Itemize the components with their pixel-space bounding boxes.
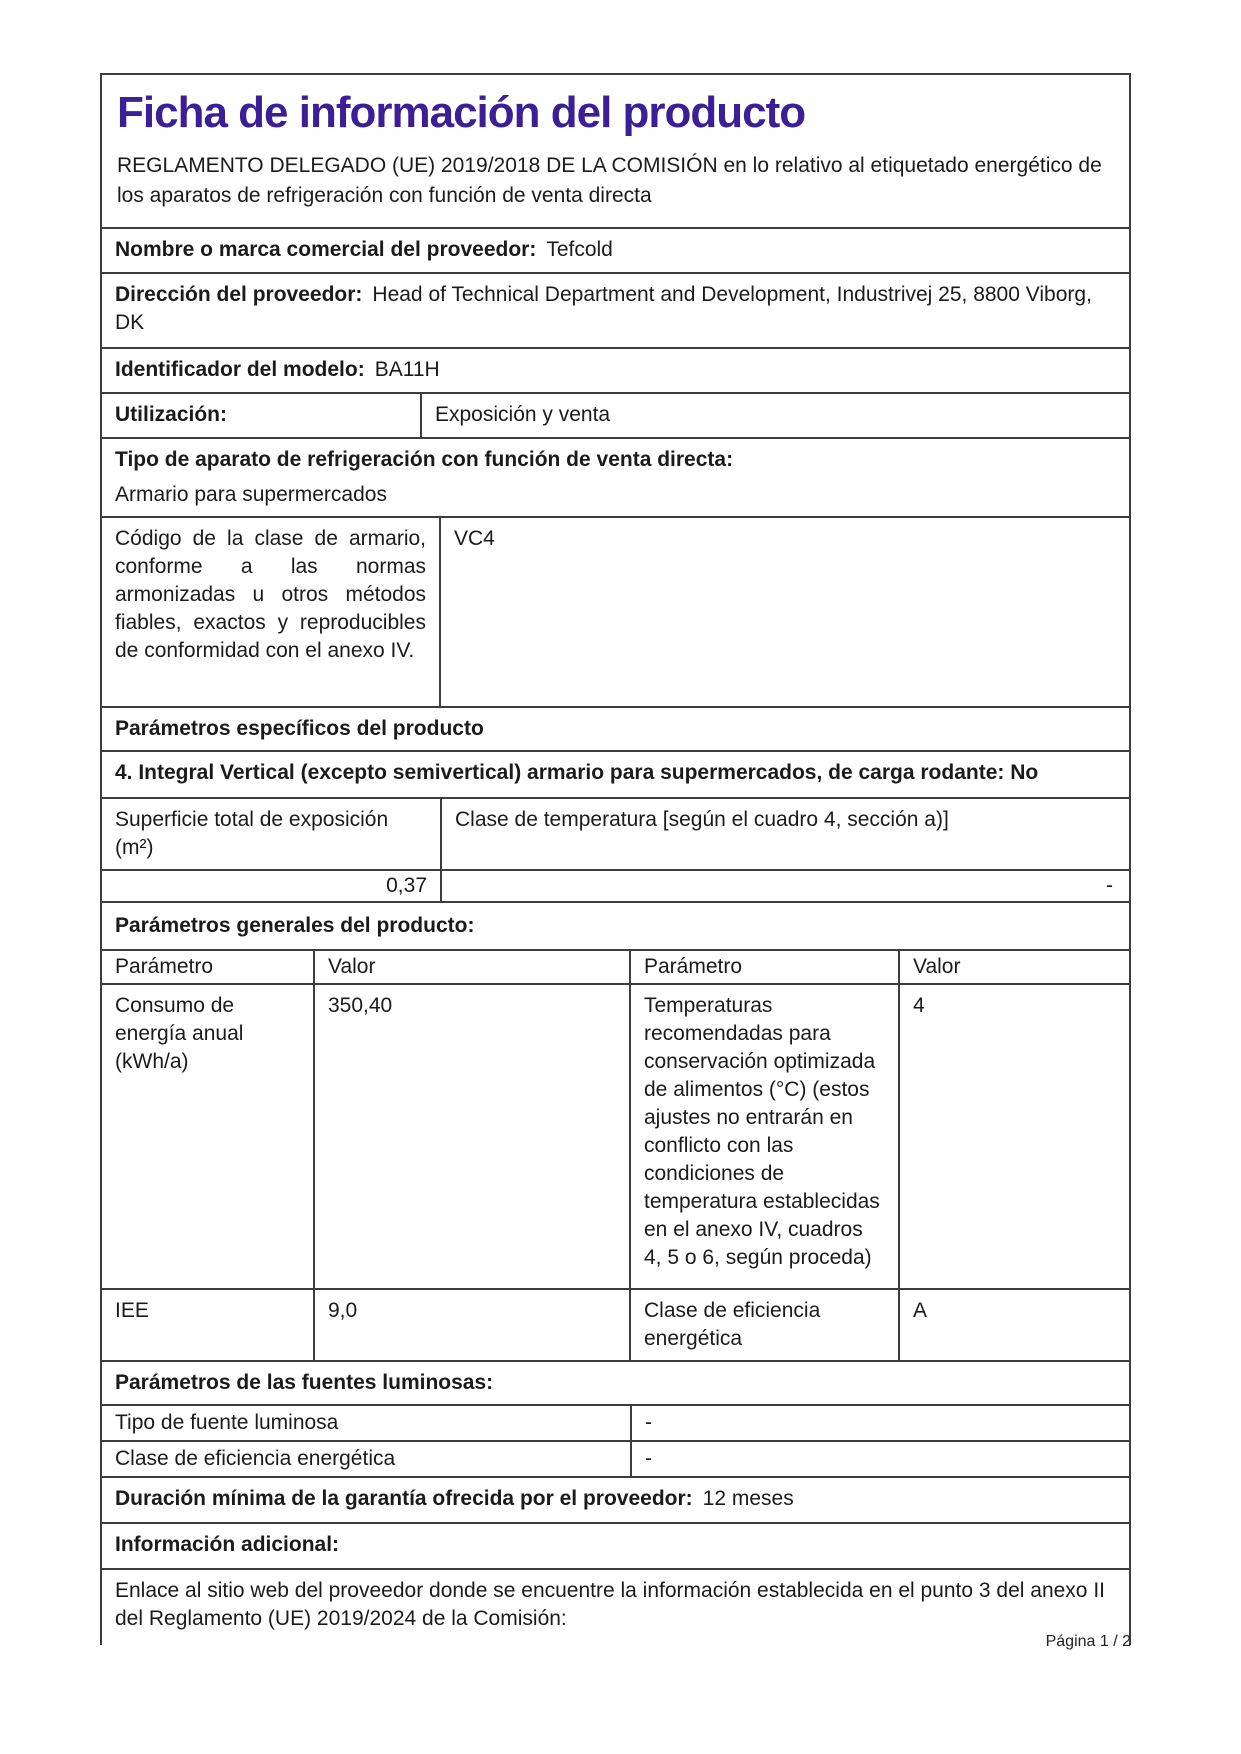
model-identifier-row [102,349,1129,394]
general-params-row-iee [102,1290,1129,1362]
col-header-value-1: Valor [313,951,629,983]
light-source-type-value: - [630,1406,1129,1440]
appliance-type-value: Armario para supermercados [115,483,387,506]
param-iee: IEE [115,1299,149,1322]
model-identifier-label: Identificador del modelo: [115,358,365,381]
col-header-param-1: Parámetro [115,955,214,978]
temperature-class-value: - [440,871,1129,901]
col-header-value-2: Valor [898,951,1129,983]
use-value: Exposición y venta [420,394,1129,437]
supplier-name-row [102,229,1129,274]
warranty-row [102,1478,1129,1524]
supplier-address-label: Dirección del proveedor: [115,283,363,306]
light-source-class-row [102,1442,1129,1478]
supplier-name-label: Nombre o marca comercial del proveedor: [115,238,537,261]
use-row [102,394,1129,439]
regulation-text: REGLAMENTO DELEGADO (UE) 2019/2018 DE LA COMISIÓN en lo relativo al etiquetado energético de los aparatos de refrigeración con función de venta directa [117,154,1102,207]
value-energy-consumption: 350,40 [313,985,629,1288]
document-title: Ficha de información del producto [117,88,806,137]
product-info-sheet [100,73,1131,1645]
model-identifier-value: BA11H [374,358,440,381]
param-recommended-temperatures: Temperaturas recomendadas para conservación optimizada de alimentos (°C) (estos ajustes no entrarán en conflicto con las condiciones de temperatura establecidas en el anexo IV, cuadros 4, 5 o 6, según proceda) [629,985,898,1288]
specific-params-subsection-title: 4. Integral Vertical (excepto semivertical) armario para supermercados, de carga rodante: No [102,752,1129,799]
general-params-section-title: Parámetros generales del producto: [102,903,1129,951]
cabinet-class-label: Código de la clase de armario, conforme a las normas armonizadas u otros métodos fiables, exactos y reproducibles de conformidad con el anexo IV. [115,527,426,662]
col-header-param-2: Parámetro [629,951,898,983]
warranty-label: Duración mínima de la garantía ofrecida por el proveedor: [115,1487,693,1510]
value-iee: 9,0 [313,1290,629,1360]
cabinet-class-value: VC4 [439,518,1129,706]
cabinet-class-row [102,518,1129,708]
supplier-address-value: Head of Technical Department and Development, Industrivej 25, 8800 Viborg, DK [115,283,1092,334]
temperature-class-label: Clase de temperatura [según el cuadro 4, sección a)] [440,799,1129,869]
surface-label: Superficie total de exposición (m²) [115,808,389,859]
additional-info-section-title: Información adicional: [102,1524,1129,1570]
appliance-type-row [102,439,1129,518]
light-source-type-label: Tipo de fuente luminosa [115,1411,339,1434]
light-sources-section-title: Parámetros de las fuentes luminosas: [102,1362,1129,1406]
param-energy-consumption: Consumo de energía anual (kWh/a) [115,994,244,1073]
value-recommended-temperatures: 4 [898,985,1129,1288]
light-source-class-value: - [630,1442,1129,1476]
supplier-address-row [102,274,1129,349]
warranty-value: 12 meses [702,1487,794,1510]
surface-value-row [102,871,1129,903]
general-params-row-energy [102,985,1129,1290]
param-energy-efficiency-class: Clase de eficiencia energética [629,1290,898,1360]
value-energy-efficiency-class: A [898,1290,1129,1360]
appliance-type-label: Tipo de aparato de refrigeración con función de venta directa: [115,448,734,471]
specific-params-section-title: Parámetros específicos del producto [102,708,1129,752]
general-params-header-row [102,951,1129,985]
supplier-name-value: Tefcold [546,238,613,261]
use-label: Utilización: [115,403,228,426]
surface-header-row [102,799,1129,871]
header-section [102,75,1129,229]
supplier-website-link-row: Enlace al sitio web del proveedor donde se encuentre la información establecida en el punto 3 del anexo II del Reglamento (UE) 2019/2024 de la Comisión: [115,1579,1105,1630]
page-number: Página 1 / 2 [1045,1633,1131,1650]
light-source-class-label: Clase de eficiencia energética [115,1447,396,1470]
light-source-type-row [102,1406,1129,1442]
surface-value: 0,37 [386,874,427,897]
